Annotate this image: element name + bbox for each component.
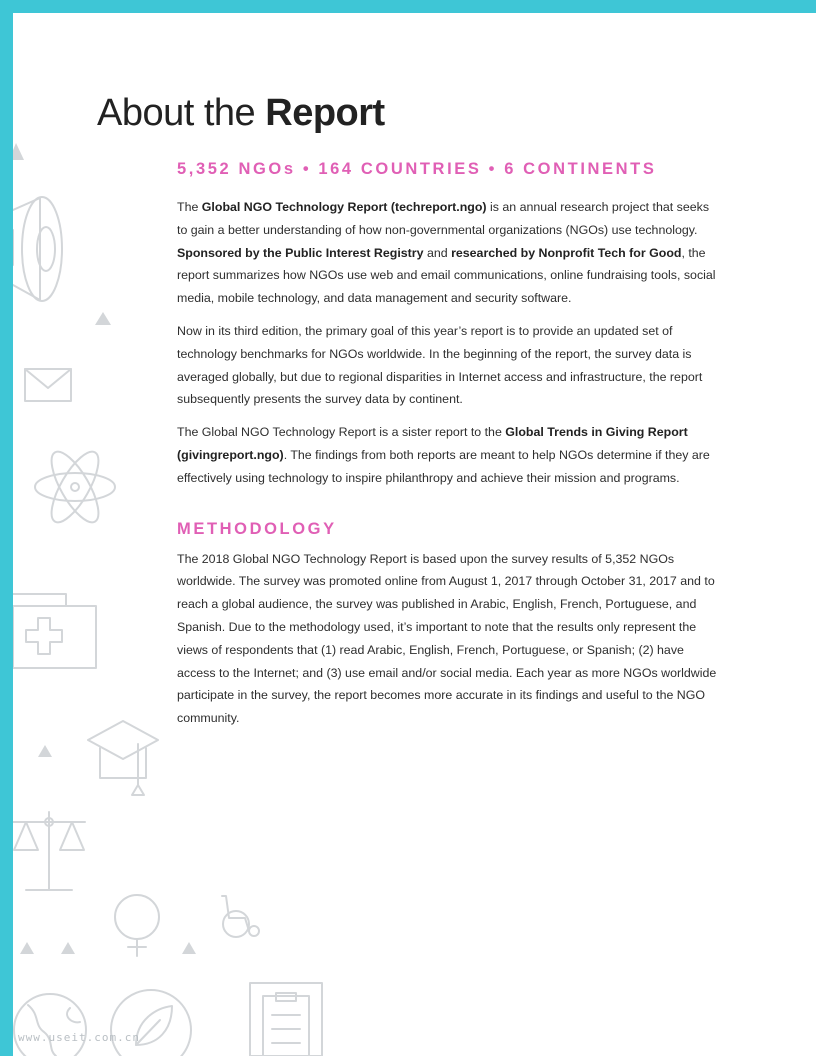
first-aid-kit-icon [13,594,96,668]
envelope-icon [25,369,71,401]
methodology-heading: METHODOLOGY [177,519,337,538]
para1-bold-researcher: researched by Nonprofit Tech for Good [451,245,682,260]
para3-bold-giving-report: Global Trends in Giving Report (givingreport.ngo) [177,425,688,462]
sister-report-paragraph [177,421,717,489]
clipboard-icon [250,983,322,1056]
page-title-light: About the [97,92,256,134]
scales-of-justice-icon [13,812,85,890]
triangle-icon [95,312,111,325]
frame-top-bar [0,0,816,13]
para1-bold-report-name: Global NGO Technology Report (techreport.ngo) [201,200,487,214]
para3-text-2: . The findings from both reports are meant to help NGOs determine if they are effectively using technology to inspire philanthropy and achieve their mission and programs. [177,447,710,485]
para1-text-4: , the report summarizes how NGOs use web and email communications, online fundraising tools, social media, mobile technology, and data management and security software. [177,245,716,306]
triangle-icon [61,942,75,954]
report-content [177,160,717,730]
para3-text-1: The Global NGO Technology Report is a sister report to the [177,425,506,440]
stats-kicker: 5,352 NGOs • 164 COUNTRIES • 6 CONTINENTS [177,160,657,178]
atom-icon [35,445,115,528]
megaphone-icon [13,197,62,301]
intro-paragraph [177,196,717,310]
page-title-bold: Report [265,92,385,134]
watermark: www.useit.com.cn [18,1031,140,1044]
graduation-cap-icon [88,721,158,795]
para1-text-2: is an annual research project that seeks to gain a better understanding of how non-governmental organizations (NGOs) use technology. [177,200,710,237]
edition-paragraph: Now in its third edition, the primary goal of this year’s report is to provide an updated set of technology benchmarks for NGOs worldwide. In the beginning of the report, the survey data is averaged globally, but due to regional disparities in Internet access and infrastructure, the report subsequently presents the survey data by continent. [177,323,703,407]
methodology-paragraph: The 2018 Global NGO Technology Report is based upon the survey results of 5,352 NGOs worldwide. The survey was promoted online from August 1, 2017 through October 31, 2017 and to reach a global audience, the survey was published in Arabic, English, French, Portuguese, and Spanish. Due to the methodology used, it’s important to note that the results only represent the views of respondents that (1) read Arabic, English, French, Portuguese, or Spanish; (2) have access to the Internet; and (3) use email and/or social media. Each year as more NGOs worldwide participate in the survey, the report becomes more accurate in its findings and useful to the NGO community. [177,551,717,726]
triangle-icon [20,942,34,954]
earth-icon [14,994,86,1056]
para1-text-1: The [177,200,202,214]
triangle-icon [38,745,52,757]
para1-bold-sponsor: Sponsored by the Public Interest Registry [177,245,424,260]
para1-text-3: and [423,245,452,260]
page-title [97,92,385,135]
triangle-icon [182,942,196,954]
leaf-icon [111,990,191,1056]
female-symbol-icon [115,895,159,956]
frame-left-bar [0,0,13,1056]
triangle-icon [13,143,24,160]
wheelchair-icon [222,896,259,937]
